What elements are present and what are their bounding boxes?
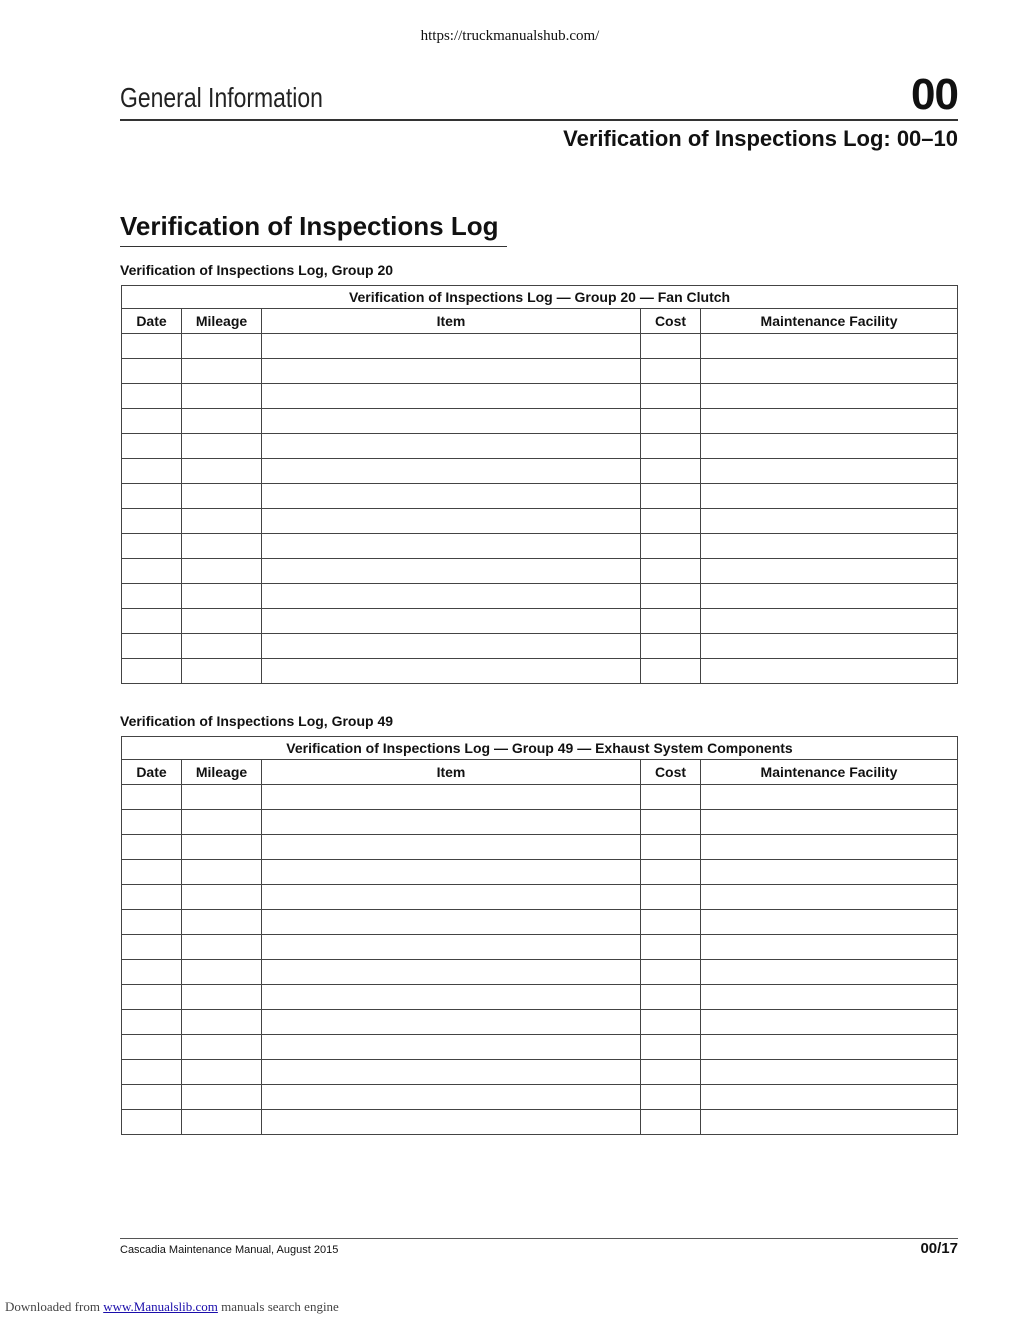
column-header-item: Item: [262, 760, 641, 785]
table-cell: [122, 910, 182, 935]
table-cell: [262, 559, 641, 584]
table-cell: [182, 785, 262, 810]
table-title: Verification of Inspections Log — Group 49 — Exhaust System Components: [122, 737, 958, 760]
table-row: [122, 459, 958, 484]
table-cell: [701, 409, 958, 434]
table-cell: [701, 835, 958, 860]
section-subtitle: Verification of Inspections Log: 00–10: [563, 126, 958, 151]
table-cell: [182, 334, 262, 359]
table-cell: [701, 559, 958, 584]
table-cell: [641, 434, 701, 459]
table-cell: [701, 534, 958, 559]
table-row: [122, 484, 958, 509]
table-row: [122, 384, 958, 409]
table-cell: [262, 459, 641, 484]
column-header-date: Date: [122, 309, 182, 334]
table-cell: [262, 1110, 641, 1135]
table-row: [122, 584, 958, 609]
table-cell: [641, 359, 701, 384]
table-cell: [122, 1035, 182, 1060]
table-cell: [262, 960, 641, 985]
table-cell: [262, 409, 641, 434]
table-cell: [122, 1060, 182, 1085]
download-prefix: Downloaded from: [5, 1299, 100, 1314]
table-cell: [701, 1110, 958, 1135]
table-cell: [641, 1010, 701, 1035]
table-cell: [122, 334, 182, 359]
table-row: [122, 334, 958, 359]
table-cell: [262, 484, 641, 509]
table-row: [122, 960, 958, 985]
table-cell: [182, 534, 262, 559]
table-cell: [262, 1085, 641, 1110]
table-row: [122, 509, 958, 534]
table-cell: [262, 935, 641, 960]
column-header-cost: Cost: [641, 309, 701, 334]
table-cell: [182, 434, 262, 459]
table-cell: [641, 409, 701, 434]
table-row: [122, 1035, 958, 1060]
table-row: [122, 359, 958, 384]
table-cell: [262, 835, 641, 860]
table-cell: [182, 559, 262, 584]
table-cell: [641, 609, 701, 634]
table-cell: [262, 384, 641, 409]
table-cell: [262, 509, 641, 534]
table-cell: [701, 359, 958, 384]
table-cell: [641, 659, 701, 684]
table-row: [122, 885, 958, 910]
table-cell: [262, 810, 641, 835]
column-header-mileage: Mileage: [182, 309, 262, 334]
table-caption-group-20: Verification of Inspections Log, Group 20: [120, 262, 394, 278]
footer-rule: [120, 1238, 958, 1239]
table-cell: [262, 1035, 641, 1060]
table-row: [122, 659, 958, 684]
table-cell: [122, 484, 182, 509]
column-header-mileage: Mileage: [182, 760, 262, 785]
table-cell: [641, 1060, 701, 1085]
column-header-item: Item: [262, 309, 641, 334]
table-cell: [182, 484, 262, 509]
header-rule: [120, 119, 958, 121]
table-row: [122, 534, 958, 559]
table-cell: [122, 409, 182, 434]
table-row: [122, 409, 958, 434]
table-cell: [122, 1010, 182, 1035]
table-cell: [262, 785, 641, 810]
table-cell: [701, 334, 958, 359]
table-cell: [641, 860, 701, 885]
table-cell: [262, 885, 641, 910]
table-cell: [641, 509, 701, 534]
table-cell: [701, 634, 958, 659]
table-cell: [262, 910, 641, 935]
footer-page-number: 00/17: [920, 1240, 958, 1257]
table-row: [122, 559, 958, 584]
table-cell: [701, 484, 958, 509]
inspection-log-table-group-49: [121, 736, 958, 1135]
table-cell: [701, 785, 958, 810]
table-cell: [122, 434, 182, 459]
column-header-cost: Cost: [641, 760, 701, 785]
table-cell: [701, 1035, 958, 1060]
table-cell: [641, 935, 701, 960]
table-row: [122, 860, 958, 885]
section-number: 00: [911, 70, 958, 119]
table-cell: [262, 609, 641, 634]
table-cell: [182, 910, 262, 935]
table-cell: [701, 1010, 958, 1035]
table-cell: [122, 584, 182, 609]
table-cell: [182, 810, 262, 835]
section-name: General Information: [120, 82, 323, 113]
table-cell: [182, 1085, 262, 1110]
table-cell: [701, 459, 958, 484]
table-cell: [262, 584, 641, 609]
table-cell: [701, 609, 958, 634]
table-cell: [122, 534, 182, 559]
table-cell: [701, 434, 958, 459]
table-cell: [122, 885, 182, 910]
table-cell: [701, 985, 958, 1010]
table-cell: [182, 1010, 262, 1035]
table-cell: [641, 785, 701, 810]
table-cell: [182, 659, 262, 684]
table-cell: [641, 885, 701, 910]
table-cell: [182, 1060, 262, 1085]
table-cell: [701, 384, 958, 409]
column-header-maintenance-facility: Maintenance Facility: [701, 760, 958, 785]
table-cell: [641, 960, 701, 985]
table-cell: [122, 634, 182, 659]
download-suffix: manuals search engine: [221, 1299, 339, 1314]
table-cell: [182, 935, 262, 960]
source-url: https://truckmanualshub.com/: [420, 28, 600, 44]
table-cell: [122, 1085, 182, 1110]
table-cell: [262, 334, 641, 359]
table-row: [122, 1085, 958, 1110]
table-cell: [122, 384, 182, 409]
table-cell: [641, 584, 701, 609]
table-cell: [122, 559, 182, 584]
table-caption-group-49: Verification of Inspections Log, Group 49: [120, 713, 394, 729]
footer-manual-title: Cascadia Maintenance Manual, August 2015: [120, 1244, 339, 1256]
table-cell: [641, 985, 701, 1010]
table-cell: [641, 1035, 701, 1060]
table-cell: [262, 1010, 641, 1035]
table-row: [122, 985, 958, 1010]
table-cell: [701, 910, 958, 935]
table-cell: [701, 810, 958, 835]
table-cell: [182, 634, 262, 659]
table-cell: [182, 509, 262, 534]
inspection-log-table-group-20: [121, 285, 958, 684]
table-cell: [122, 860, 182, 885]
table-cell: [641, 634, 701, 659]
table-cell: [641, 810, 701, 835]
table-cell: [182, 384, 262, 409]
table-cell: [701, 1060, 958, 1085]
table-cell: [701, 659, 958, 684]
table-cell: [641, 459, 701, 484]
table-cell: [182, 359, 262, 384]
table-row: [122, 1060, 958, 1085]
page-title: Verification of Inspections Log: [120, 211, 507, 247]
table-cell: [182, 1035, 262, 1060]
table-cell: [262, 634, 641, 659]
table-cell: [182, 960, 262, 985]
table-cell: [262, 359, 641, 384]
table-cell: [641, 1110, 701, 1135]
table-cell: [122, 459, 182, 484]
table-cell: [262, 534, 641, 559]
table-cell: [641, 384, 701, 409]
table-cell: [262, 985, 641, 1010]
table-row: [122, 609, 958, 634]
table-row: [122, 785, 958, 810]
table-cell: [262, 659, 641, 684]
table-cell: [641, 835, 701, 860]
table-cell: [182, 835, 262, 860]
table-cell: [182, 409, 262, 434]
table-cell: [641, 334, 701, 359]
table-cell: [122, 985, 182, 1010]
table-cell: [122, 960, 182, 985]
table-cell: [182, 1110, 262, 1135]
table-cell: [262, 860, 641, 885]
column-header-date: Date: [122, 760, 182, 785]
column-header-maintenance-facility: Maintenance Facility: [701, 309, 958, 334]
table-cell: [122, 359, 182, 384]
table-cell: [182, 860, 262, 885]
table-cell: [262, 434, 641, 459]
table-row: [122, 1110, 958, 1135]
table-row: [122, 634, 958, 659]
table-cell: [182, 459, 262, 484]
table-cell: [701, 584, 958, 609]
table-row: [122, 935, 958, 960]
table-cell: [641, 910, 701, 935]
table-cell: [122, 1110, 182, 1135]
table-row: [122, 910, 958, 935]
table-cell: [641, 484, 701, 509]
download-notice: [5, 1299, 339, 1315]
table-cell: [182, 584, 262, 609]
table-cell: [182, 885, 262, 910]
table-row: [122, 434, 958, 459]
table-cell: [701, 960, 958, 985]
table-cell: [701, 885, 958, 910]
table-cell: [641, 559, 701, 584]
table-row: [122, 835, 958, 860]
table-cell: [701, 1085, 958, 1110]
table-cell: [701, 860, 958, 885]
table-cell: [122, 509, 182, 534]
table-cell: [641, 1085, 701, 1110]
table-cell: [122, 659, 182, 684]
table-cell: [122, 785, 182, 810]
table-row: [122, 1010, 958, 1035]
table-cell: [262, 1060, 641, 1085]
table-cell: [701, 935, 958, 960]
table-row: [122, 810, 958, 835]
table-cell: [641, 534, 701, 559]
table-cell: [122, 609, 182, 634]
table-cell: [122, 835, 182, 860]
table-cell: [182, 985, 262, 1010]
table-cell: [122, 935, 182, 960]
table-cell: [182, 609, 262, 634]
table-cell: [701, 509, 958, 534]
table-cell: [122, 810, 182, 835]
manualslib-link[interactable]: www.Manualslib.com: [103, 1299, 218, 1314]
table-title: Verification of Inspections Log — Group 20 — Fan Clutch: [122, 286, 958, 309]
